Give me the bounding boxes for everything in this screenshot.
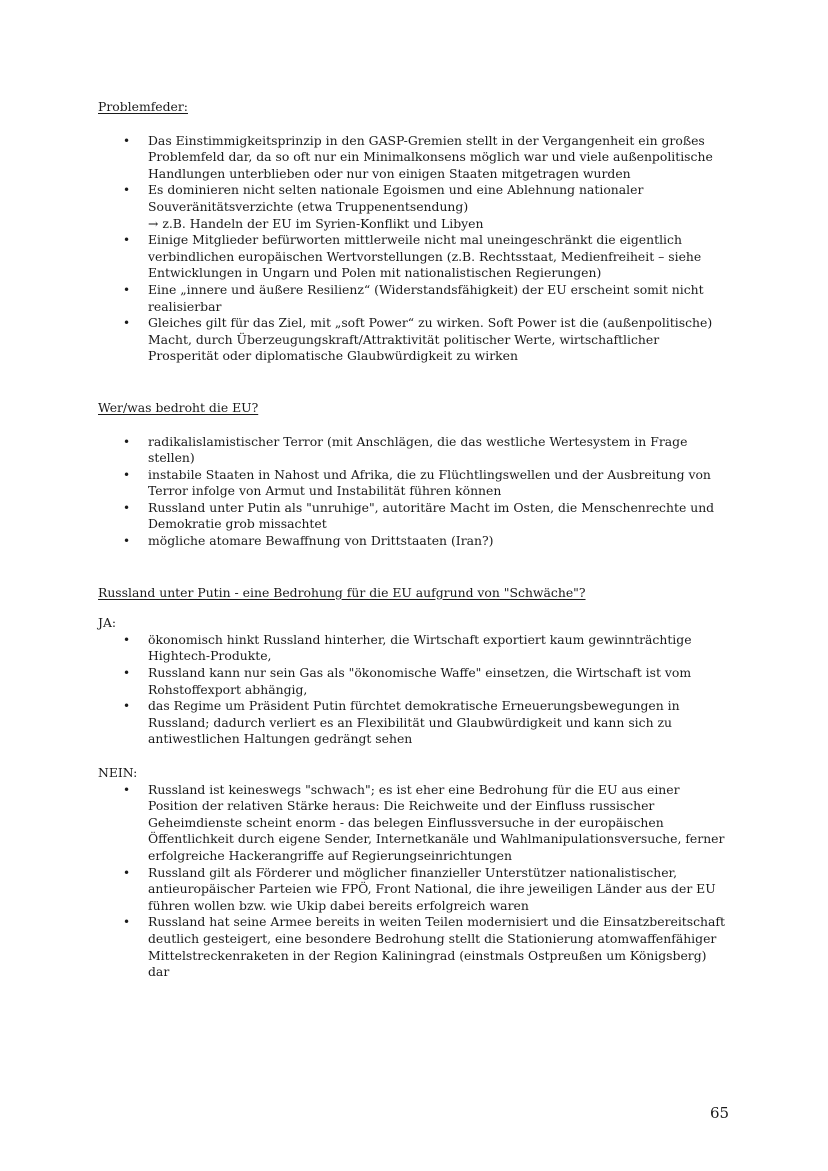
label-nein: NEIN: xyxy=(98,765,138,780)
label-ja: JA: xyxy=(98,615,117,631)
list-item xyxy=(98,467,730,500)
list-item-text: radikalislamistischer Terror (mit Anschlägen, die das westliche Wertesystem in Frage stellen) xyxy=(148,433,688,466)
bullet-icon: • xyxy=(123,782,131,797)
list-item-text: instabile Staaten in Nahost und Afrika, die zu Flüchtlingswellen und der Ausbreitung von Terror infolge von Armut und Instabilität führen können xyxy=(148,466,711,499)
bullet-icon: • xyxy=(123,434,131,449)
list-item xyxy=(98,782,730,865)
list-item-text: Das Einstimmigkeitsprinzip in den GASP-Gremien stellt in der Vergangenheit ein großes Problemfeld dar, da so oft nur ein Minimalkonsens möglich war und viele außenpolitische Handlungen unterblieben oder nur von einigen Staaten mitgetragen wurden xyxy=(148,132,713,181)
heading-bedrohung: Wer/was bedroht die EU? xyxy=(98,399,259,415)
list-item-text: Gleiches gilt für das Ziel, mit „soft Power“ zu wirken. Soft Power ist die (außenpolitische) Macht, durch Überzeugungskraft/Attraktivität politischer Werte, wirtschaftlicher Prosperität oder diplomatische Glaubwürdigkeit zu wirken xyxy=(148,315,713,364)
heading-russland: Russland unter Putin - eine Bedrohung für die EU aufgrund von "Schwäche"? xyxy=(98,584,586,600)
bullet-icon: • xyxy=(123,233,131,248)
ja-list xyxy=(98,632,730,748)
bullet-icon: • xyxy=(123,666,131,681)
list-item-text: Russland unter Putin als "unruhige", autoritäre Macht im Osten, die Menschenrechte und Demokratie grob missachtet xyxy=(148,499,715,532)
list-item xyxy=(98,865,730,915)
list-item xyxy=(98,315,730,365)
list-item xyxy=(98,914,730,980)
bullet-icon: • xyxy=(123,282,131,297)
bullet-icon: • xyxy=(123,500,131,515)
list-item-text: Eine „innere und äußere Resilienz“ (Widerstandsfähigkeit) der EU erscheint somit nicht realisierbar xyxy=(148,281,704,314)
list-item xyxy=(98,133,730,183)
page-number: 65 xyxy=(710,1104,730,1122)
list-item xyxy=(98,282,730,315)
list-item xyxy=(98,500,730,533)
bullet-icon: • xyxy=(123,632,131,647)
list-item xyxy=(98,533,730,550)
list-item xyxy=(98,665,730,698)
list-item-text: Russland ist keineswegs "schwach"; es ist eher eine Bedrohung für die EU aus einer Position der relativen Stärke heraus: Die Reichweite und der Einfluss russischer Geheimdienste scheint enorm - das belegen Einflussversuche in der europäischen Öffentlichkeit durch eigene Sender, Internetkanäle und Wahlmanipulationsversuche, ferner erfolgreiche Hackerangriffe auf Regierungseinrichtungen xyxy=(148,781,725,863)
bedrohung-list xyxy=(98,434,730,550)
list-item-text: Einige Mitglieder befürworten mittlerweile nicht mal uneingeschränkt die eigentlich verbindlichen europäischen Wertvorstellungen (z.B. Rechtsstaat, Medienfreiheit – siehe Entwicklungen in Ungarn und Polen mit nationalistischen Regierungen) xyxy=(148,232,702,281)
list-item xyxy=(98,434,730,467)
bullet-icon: • xyxy=(123,133,131,148)
list-item-text: mögliche atomare Bewaffnung von Drittstaaten (Iran?) xyxy=(148,533,494,549)
nein-list xyxy=(98,782,730,981)
problemfeder-list xyxy=(98,133,730,365)
list-item xyxy=(98,698,730,748)
list-item xyxy=(98,632,730,665)
bullet-icon: • xyxy=(123,534,131,549)
bullet-icon: • xyxy=(123,915,131,930)
bullet-icon: • xyxy=(123,183,131,198)
list-item-text: Es dominieren nicht selten nationale Egoismen und eine Ablehnung nationaler Souveränitätsverzichte (etwa Truppenentsendung) xyxy=(148,182,644,214)
bullet-icon: • xyxy=(123,699,131,714)
heading-problemfeder: Problemfeder: xyxy=(98,99,188,114)
list-item-subline: → z.B. Handeln der EU im Syrien-Konflikt und Libyen xyxy=(148,215,484,231)
list-item xyxy=(98,182,730,232)
list-item-text: Russland kann nur sein Gas als "ökonomische Waffe" einsetzen, die Wirtschaft ist vom Rohstoffexport abhängig, xyxy=(148,665,692,697)
bullet-icon: • xyxy=(123,316,131,331)
list-item-text: Russland hat seine Armee bereits in weiten Teilen modernisiert und die Einsatzbereitschaft deutlich gesteigert, eine besondere Bedrohung stellt die Stationierung atomwaffenfähiger Mittelstreckenraketen in der Region Kaliningrad (einstmals Ostpreußen um Königsberg) dar xyxy=(148,914,725,980)
list-item xyxy=(98,232,730,282)
bullet-icon: • xyxy=(123,467,131,482)
list-item-text: das Regime um Präsident Putin fürchtet demokratische Erneuerungsbewegungen in Russland; dadurch verliert es an Flexibilität und Glaubwürdigkeit und kann sich zu antiwestlichen Haltungen gedrängt sehen xyxy=(148,698,680,747)
bullet-icon: • xyxy=(123,865,131,880)
list-item-text: Russland gilt als Förderer und möglicher finanzieller Unterstützer nationalistischer, antieuropäischer Parteien wie FPÖ, Front National, die ihre jeweiligen Länder aus der EU führen wollen bzw. wie Ukip dabei bereits erfolgreich waren xyxy=(148,864,716,913)
list-item-text: ökonomisch hinkt Russland hinterher, die Wirtschaft exportiert kaum gewinnträchtige Hightech-Produkte, xyxy=(148,631,692,664)
page-content xyxy=(98,99,730,981)
